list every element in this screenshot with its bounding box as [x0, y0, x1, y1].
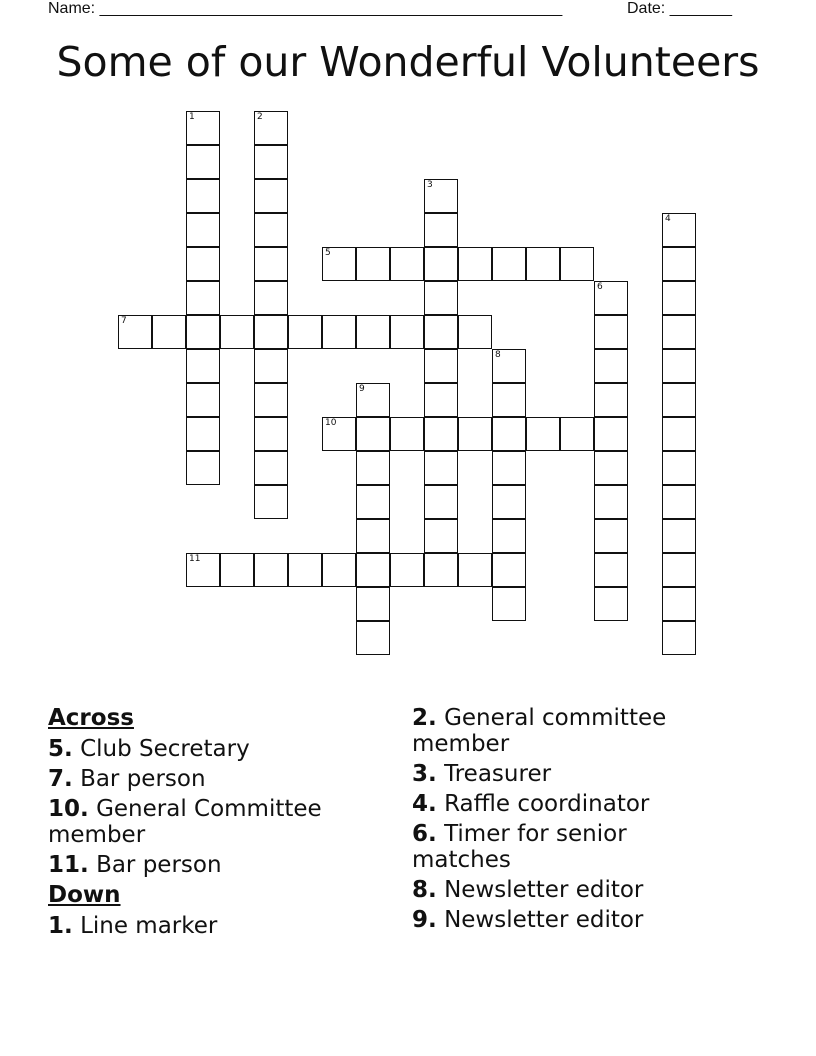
crossword-cell[interactable] — [424, 213, 458, 247]
crossword-cell[interactable] — [322, 247, 356, 281]
crossword-cell[interactable] — [254, 349, 288, 383]
clue-number-label: 4 — [665, 214, 671, 224]
crossword-cell[interactable] — [424, 247, 458, 281]
clue-number: 4. — [412, 791, 437, 817]
clue-down-6 — [412, 821, 712, 873]
crossword-cell[interactable] — [492, 417, 526, 451]
crossword-cell[interactable] — [390, 315, 424, 349]
crossword-cell[interactable] — [662, 383, 696, 417]
crossword-cell[interactable] — [560, 417, 594, 451]
crossword-cell[interactable] — [424, 383, 458, 417]
crossword-cell[interactable] — [254, 111, 288, 145]
crossword-cell[interactable] — [662, 519, 696, 553]
crossword-cell[interactable] — [424, 519, 458, 553]
clue-number: 1. — [48, 913, 73, 939]
crossword-cell[interactable] — [288, 315, 322, 349]
crossword-cell[interactable] — [458, 247, 492, 281]
crossword-cell[interactable] — [254, 213, 288, 247]
crossword-cell[interactable] — [254, 315, 288, 349]
clue-number-label: 5 — [325, 248, 331, 258]
crossword-cell[interactable] — [356, 587, 390, 621]
crossword-cell[interactable] — [492, 451, 526, 485]
page-title: Some of our Wonderful Volunteers — [56, 38, 760, 86]
crossword-cell[interactable] — [594, 553, 628, 587]
clue-across-10 — [48, 796, 378, 848]
clue-text: Club Secretary — [80, 736, 250, 762]
crossword-cell[interactable] — [186, 213, 220, 247]
crossword-cell[interactable] — [662, 621, 696, 655]
crossword-cell[interactable] — [662, 553, 696, 587]
crossword-cell[interactable] — [390, 247, 424, 281]
crossword-cell[interactable] — [186, 247, 220, 281]
clue-number-label: 9 — [359, 384, 365, 394]
crossword-cell[interactable] — [186, 315, 220, 349]
crossword-cell[interactable] — [254, 179, 288, 213]
crossword-cell[interactable] — [424, 281, 458, 315]
crossword-cell[interactable] — [220, 315, 254, 349]
crossword-cell[interactable] — [662, 315, 696, 349]
clue-text: Newsletter editor — [444, 877, 644, 903]
crossword-cell[interactable] — [356, 315, 390, 349]
clue-number: 9. — [412, 907, 437, 933]
crossword-cell[interactable] — [424, 485, 458, 519]
crossword-cell[interactable] — [424, 179, 458, 213]
crossword-cell[interactable] — [594, 587, 628, 621]
crossword-cell[interactable] — [594, 315, 628, 349]
crossword-cell[interactable] — [152, 315, 186, 349]
crossword-cell[interactable] — [424, 451, 458, 485]
crossword-cell[interactable] — [662, 247, 696, 281]
crossword-cell[interactable] — [424, 417, 458, 451]
clue-text: General Committee member — [48, 796, 322, 848]
clue-text: Timer for senior matches — [412, 821, 627, 873]
crossword-cell[interactable] — [390, 553, 424, 587]
crossword-cell[interactable] — [322, 417, 356, 451]
crossword-cell[interactable] — [594, 417, 628, 451]
crossword-cell[interactable] — [186, 111, 220, 145]
crossword-cell[interactable] — [322, 315, 356, 349]
clue-number-label: 8 — [495, 350, 501, 360]
clue-down-3 — [412, 761, 712, 787]
crossword-cell[interactable] — [186, 349, 220, 383]
clues-right-column — [412, 705, 712, 937]
clue-text: Raffle coordinator — [444, 791, 650, 817]
crossword-cell[interactable] — [254, 281, 288, 315]
crossword-cell[interactable] — [458, 417, 492, 451]
clues-left-column — [48, 705, 378, 943]
crossword-cell[interactable] — [356, 451, 390, 485]
clue-text: General committee member — [412, 705, 667, 757]
crossword-cell[interactable] — [492, 485, 526, 519]
crossword-cell[interactable] — [594, 519, 628, 553]
clue-text: Line marker — [80, 913, 218, 939]
down-heading: Down — [48, 882, 121, 908]
clue-number-label: 7 — [121, 316, 127, 326]
crossword-cell[interactable] — [492, 587, 526, 621]
crossword-cell[interactable] — [662, 213, 696, 247]
crossword-cell[interactable] — [526, 247, 560, 281]
clue-text: Newsletter editor — [444, 907, 644, 933]
crossword-cell[interactable] — [594, 485, 628, 519]
crossword-cell[interactable] — [492, 519, 526, 553]
clue-number-label: 6 — [597, 282, 603, 292]
clue-across-7 — [48, 766, 378, 792]
crossword-cell[interactable] — [424, 349, 458, 383]
crossword-cell[interactable] — [254, 383, 288, 417]
crossword-cell[interactable] — [492, 247, 526, 281]
crossword-cell[interactable] — [186, 451, 220, 485]
clue-number: 7. — [48, 766, 73, 792]
crossword-cell[interactable] — [492, 553, 526, 587]
crossword-cell[interactable] — [356, 621, 390, 655]
crossword-cell[interactable] — [254, 553, 288, 587]
crossword-cell[interactable] — [458, 553, 492, 587]
crossword-cell[interactable] — [220, 553, 254, 587]
crossword-cell[interactable] — [390, 417, 424, 451]
crossword-cell[interactable] — [662, 349, 696, 383]
crossword-cell[interactable] — [662, 281, 696, 315]
crossword-cell[interactable] — [254, 145, 288, 179]
crossword-cell[interactable] — [254, 417, 288, 451]
crossword-cell[interactable] — [254, 247, 288, 281]
date-field-label: Date: _______ — [627, 0, 732, 17]
crossword-cell[interactable] — [594, 349, 628, 383]
crossword-cell[interactable] — [288, 553, 322, 587]
clue-text: Bar person — [96, 852, 222, 878]
clue-down-9 — [412, 907, 712, 933]
crossword-cell[interactable] — [662, 417, 696, 451]
crossword-cell[interactable] — [186, 179, 220, 213]
crossword-cell[interactable] — [356, 417, 390, 451]
crossword-cell[interactable] — [186, 383, 220, 417]
clue-number-label: 1 — [189, 112, 195, 122]
crossword-cell[interactable] — [186, 553, 220, 587]
clue-number: 3. — [412, 761, 437, 787]
crossword-cell[interactable] — [594, 281, 628, 315]
crossword-cell[interactable] — [186, 145, 220, 179]
clue-text: Bar person — [80, 766, 206, 792]
clue-number-label: 11 — [189, 554, 201, 564]
crossword-cell[interactable] — [424, 553, 458, 587]
clue-number: 6. — [412, 821, 437, 847]
crossword-cell[interactable] — [662, 587, 696, 621]
clue-number: 5. — [48, 736, 73, 762]
crossword-cell[interactable] — [662, 485, 696, 519]
crossword-cell[interactable] — [594, 451, 628, 485]
name-field-label: Name: ____________________________________________________ — [48, 0, 563, 17]
clue-text: Treasurer — [444, 761, 552, 787]
clue-number-label: 10 — [325, 418, 337, 428]
clue-down-1 — [48, 913, 378, 939]
crossword-cell[interactable] — [186, 417, 220, 451]
crossword-cell[interactable] — [356, 485, 390, 519]
clue-down-4 — [412, 791, 712, 817]
crossword-cell[interactable] — [254, 451, 288, 485]
clue-number: 11. — [48, 852, 89, 878]
crossword-cell[interactable] — [254, 485, 288, 519]
crossword-cell[interactable] — [662, 451, 696, 485]
crossword-cell[interactable] — [186, 281, 220, 315]
crossword-cell[interactable] — [356, 383, 390, 417]
clue-across-5 — [48, 736, 378, 762]
crossword-cell[interactable] — [356, 247, 390, 281]
across-heading: Across — [48, 705, 134, 731]
clue-number: 10. — [48, 796, 89, 822]
clue-number-label: 2 — [257, 112, 263, 122]
crossword-cell[interactable] — [424, 315, 458, 349]
crossword-cell[interactable] — [356, 519, 390, 553]
crossword-cell[interactable] — [356, 553, 390, 587]
clue-down-8 — [412, 877, 712, 903]
clue-down-2 — [412, 705, 712, 757]
crossword-cell[interactable] — [560, 247, 594, 281]
crossword-cell[interactable] — [594, 383, 628, 417]
crossword-cell[interactable] — [492, 349, 526, 383]
crossword-cell[interactable] — [526, 417, 560, 451]
crossword-cell[interactable] — [492, 383, 526, 417]
crossword-cell[interactable] — [458, 315, 492, 349]
clue-number: 8. — [412, 877, 437, 903]
clue-number: 2. — [412, 705, 437, 731]
clue-across-11 — [48, 852, 378, 878]
crossword-cell[interactable] — [322, 553, 356, 587]
clue-number-label: 3 — [427, 180, 433, 190]
crossword-cell[interactable] — [118, 315, 152, 349]
